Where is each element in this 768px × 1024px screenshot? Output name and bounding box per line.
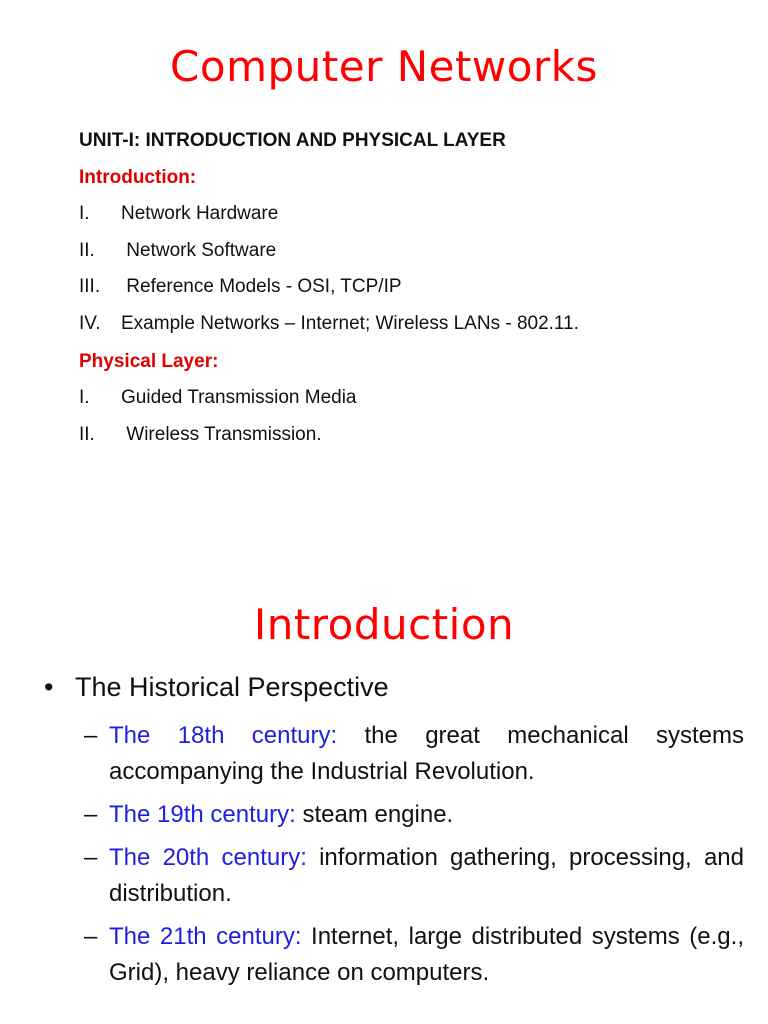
slide-title: Computer Networks <box>170 42 598 91</box>
historical-perspective-list <box>84 718 744 998</box>
era-description: steam engine. <box>295 801 454 828</box>
item-text: Network Hardware <box>121 203 279 224</box>
dash-icon: – <box>84 722 98 749</box>
dash-icon: – <box>84 844 98 871</box>
slide-introduction <box>0 512 768 1024</box>
item-text: Guided Transmission Media <box>121 387 357 408</box>
section-heading-physical-layer: Physical Layer: <box>79 351 219 372</box>
list-item <box>79 240 579 277</box>
section-heading-introduction: Introduction: <box>79 167 197 188</box>
item-number: II. <box>79 239 95 261</box>
list-item <box>79 313 579 350</box>
list-item <box>79 276 579 313</box>
item-text: Network Software <box>121 239 277 261</box>
item-text: Example Networks – Internet; Wireless LANs - 802.11. <box>121 312 579 334</box>
item-number: III. <box>79 276 101 297</box>
list-item <box>84 797 744 833</box>
item-number: I. <box>79 203 90 224</box>
bullet-dot-icon: • <box>44 672 54 702</box>
era-description: information gathering, processing, and distribution. <box>109 844 744 907</box>
introduction-topic-list <box>79 203 579 349</box>
era-label: The 20th century: <box>109 844 307 871</box>
era-description: Internet, large distributed systems (e.g., Grid), heavy reliance on computers. <box>109 923 744 986</box>
list-item <box>84 919 744 991</box>
bullet-text: The Historical Perspective <box>75 672 389 702</box>
era-label: The 21th century: <box>109 923 302 950</box>
era-label: The 18th century: <box>109 722 338 749</box>
list-item <box>84 718 744 790</box>
slide-title: Introduction <box>253 600 515 649</box>
unit-heading: UNIT-I: INTRODUCTION AND PHYSICAL LAYER <box>79 130 506 151</box>
item-number: II. <box>79 423 95 445</box>
list-item <box>79 424 357 461</box>
dash-icon: – <box>84 923 98 950</box>
era-description: the great mechanical systems accompanying the Industrial Revolution. <box>109 722 744 785</box>
era-label: The 19th century: <box>109 801 296 828</box>
item-text: Reference Models - OSI, TCP/IP <box>121 276 402 297</box>
list-item <box>79 387 357 424</box>
list-item <box>84 840 744 912</box>
item-text: Wireless Transmission. <box>121 423 322 445</box>
item-number: I. <box>79 387 90 408</box>
item-number: IV. <box>79 312 101 334</box>
physical-layer-topic-list <box>79 387 357 460</box>
dash-icon: – <box>84 801 98 828</box>
list-item <box>79 203 579 240</box>
main-bullet <box>44 672 389 703</box>
